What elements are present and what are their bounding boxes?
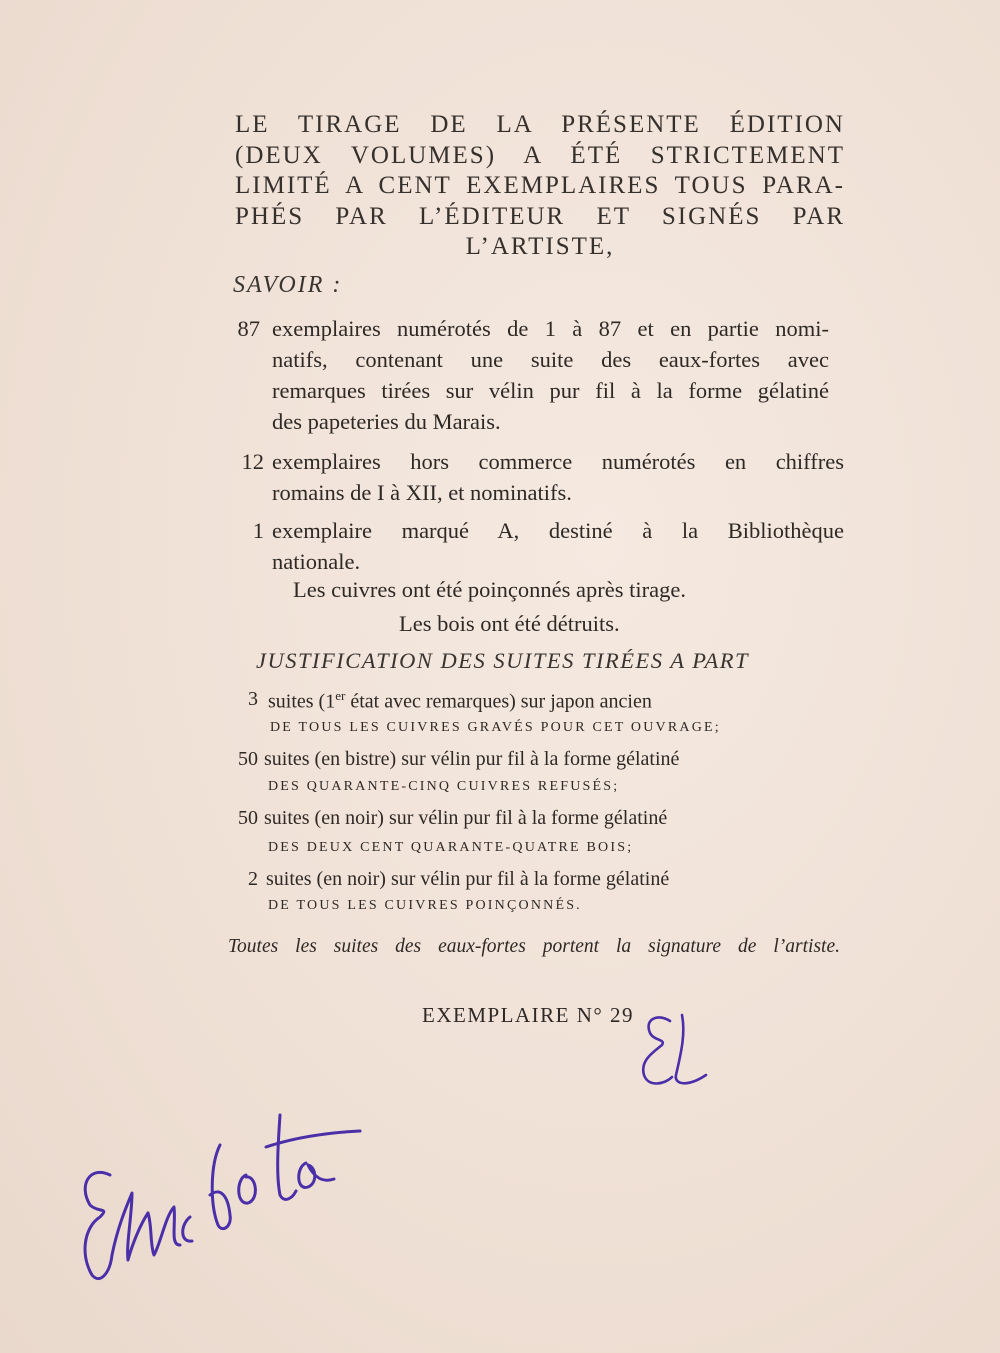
suite-count: 2 xyxy=(248,868,258,890)
heading-line: LIMITÉ A CENT EXEMPLAIRES TOUS PARA- xyxy=(235,172,845,199)
artist-signature xyxy=(70,1095,380,1295)
entry-text xyxy=(272,515,844,577)
suite-detail: DE TOUS LES CUIVRES POINÇONNÉS. xyxy=(268,898,582,913)
note-line: Les cuivres ont été poinçonnés après tirage. xyxy=(293,577,686,602)
signature-note: Toutes les suites des eaux-fortes portent la signature de l’artiste. xyxy=(228,936,840,957)
entry-line: des papeteries du Marais. xyxy=(272,409,501,434)
entry-text xyxy=(272,446,844,508)
entry-line: romains de I à XII, et nominatifs. xyxy=(272,480,572,505)
entry-line: exemplaires numérotés de 1 à 87 et en partie nomi- xyxy=(272,316,829,341)
entry-line: nationale. xyxy=(272,549,361,574)
suite-line xyxy=(268,688,652,714)
suite-count: 50 xyxy=(238,807,258,829)
entry-count: 12 xyxy=(241,449,264,474)
heading-line: LE TIRAGE DE LA PRÉSENTE ÉDITION xyxy=(235,111,845,138)
suite-detail: DES DEUX CENT QUARANTE-QUATRE BOIS; xyxy=(268,840,634,855)
justification-title: JUSTIFICATION DES SUITES TIRÉES A PART xyxy=(256,648,750,673)
suite-line: suites (en noir) sur vélin pur fil à la forme gélatiné xyxy=(266,868,670,890)
note-line: Les bois ont été détruits. xyxy=(399,611,620,636)
suite-line: suites (en noir) sur vélin pur fil à la forme gélatiné xyxy=(264,807,668,829)
superscript: er xyxy=(335,688,346,703)
savoir-label: SAVOIR : xyxy=(233,272,343,298)
suite-detail: DES QUARANTE-CINQ CUIVRES REFUSÉS; xyxy=(268,779,620,794)
suite-line: suites (en bistre) sur vélin pur fil à la forme gélatiné xyxy=(264,748,680,770)
entry-line: natifs, contenant une suite des eaux-fortes avec xyxy=(272,347,829,372)
suite-line-part: suites (1 xyxy=(268,690,336,713)
suite-count: 50 xyxy=(238,748,258,770)
handwritten-initials xyxy=(630,1005,720,1100)
copy-number: EXEMPLAIRE N° 29 xyxy=(422,1003,635,1027)
heading-line: (DEUX VOLUMES) A ÉTÉ STRICTEMENT xyxy=(235,141,845,169)
heading-line: PHÉS PAR L’ÉDITEUR ET SIGNÉS PAR xyxy=(235,202,845,230)
suite-detail: DE TOUS LES CUIVRES GRAVÉS POUR CET OUVRAGE; xyxy=(270,720,721,735)
entry-line: exemplaires hors commerce numérotés en chiffres xyxy=(272,449,844,474)
suite-count: 3 xyxy=(248,688,258,710)
suite-line-part: état avec remarques) sur japon ancien xyxy=(345,690,652,713)
entry-text xyxy=(272,313,829,437)
entry-count: 1 xyxy=(252,518,264,543)
entry-line: remarques tirées sur vélin pur fil à la forme gélatiné xyxy=(272,378,829,403)
entry-line: exemplaire marqué A, destiné à la Bibliothèque xyxy=(272,518,844,543)
heading-line: L’ARTISTE, xyxy=(465,233,615,260)
justification-heading xyxy=(235,110,845,263)
entry-count: 87 xyxy=(237,316,260,341)
